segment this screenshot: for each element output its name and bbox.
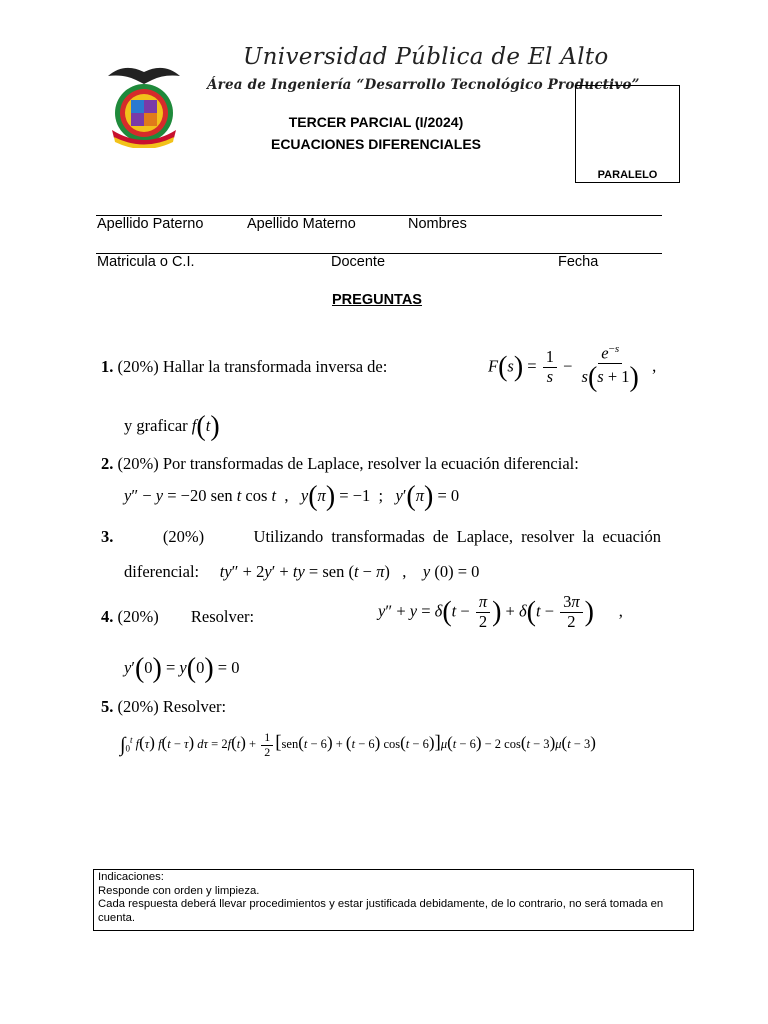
indicaciones-title: Indicaciones: [98, 871, 164, 883]
indicaciones-line-2: Cada respuesta deberá llevar procedimientos y estar justificada debidamente, de lo contrario, no será tomada en cuenta. [98, 898, 664, 924]
indicaciones-line-1: Responde con orden y limpieza. [98, 884, 260, 897]
fecha-label: Fecha [558, 254, 599, 270]
university-logo [104, 58, 184, 148]
question-1 [101, 357, 387, 377]
exam-title: TERCER PARCIAL (I/2024) [288, 114, 464, 130]
paralelo-label: PARALELO [597, 169, 658, 181]
matricula-label: Matricula o C.I. [97, 254, 195, 270]
subject-title: ECUACIONES DIFERENCIALES [270, 136, 482, 152]
question-5 [101, 697, 226, 717]
question-1-weight: (20%) [117, 357, 159, 376]
preguntas-title: PREGUNTAS [332, 292, 422, 308]
question-1-cont-text: y graficar [124, 415, 188, 435]
question-4-weight: (20%) [117, 607, 159, 626]
faculty-area: Área de Ingeniería “Desarrollo Tecnológico Productivo” [207, 77, 640, 93]
question-5-number: 5. [101, 697, 114, 716]
nombres-label: Nombres [408, 216, 467, 232]
docente-label: Docente [331, 254, 386, 270]
question-5-weight: (20%) [117, 697, 159, 716]
question-3 [101, 527, 661, 547]
paralelo-box[interactable] [575, 85, 680, 183]
question-2 [101, 454, 579, 474]
question-1-cont: y graficar f(t) [124, 411, 220, 442]
question-5-formula: $\int_0^t$ f(τ) f(t − τ) dτ = 2f(t) + $\frac{1}{2}$ [sen(t − 6) + (t − 6) cos(t − 6)]μ(t − 6) − 2 cos(t − 3)μ(t − 3) [120, 730, 596, 759]
question-2-text: Por transformadas de Laplace, resolver la ecuación diferencial: [162, 454, 579, 473]
question-4-text: Resolver: [190, 607, 255, 626]
question-1-formula: F(s) = $\frac{1}{s}$ − $\frac{e^{-s}}{s(s + 1)}$ , [488, 343, 657, 394]
question-4-number: 4. [101, 607, 114, 626]
question-4 [101, 607, 254, 627]
apellido-paterno-label: Apellido Paterno [97, 216, 204, 232]
university-name: Universidad Pública de El Alto [243, 44, 609, 70]
question-1-text: Hallar la transformada inversa de: [162, 357, 388, 376]
question-4-formula: y″ + y = δ(t − $\frac{\pi}{2}$ ) + δ(t − $\frac{3\pi}{2}$ ) , [378, 592, 623, 631]
question-3-weight: (20%) [162, 527, 205, 546]
apellido-materno-label: Apellido Materno [247, 216, 356, 232]
question-2-weight: (20%) [117, 454, 159, 473]
question-2-formula: y″ − y = −20 sen t cos t , y(π) = −1 ; y′(π) = 0 [124, 481, 460, 512]
question-5-text: Resolver: [162, 697, 227, 716]
question-3-formula: diferencial: ty″ + 2y′ + ty = sen (t − π) , y (0) = 0 [124, 562, 480, 581]
question-3-cont: diferencial: [124, 562, 200, 581]
question-1-number: 1. [101, 357, 114, 376]
indicaciones-box [93, 869, 694, 931]
question-3-number: 3. [101, 527, 114, 546]
question-4-initial-conditions: y′(0) = y(0) = 0 [124, 653, 240, 684]
question-3-text: Utilizando transformadas de Laplace, resolver la ecuación [253, 527, 661, 546]
question-2-number: 2. [101, 454, 114, 473]
